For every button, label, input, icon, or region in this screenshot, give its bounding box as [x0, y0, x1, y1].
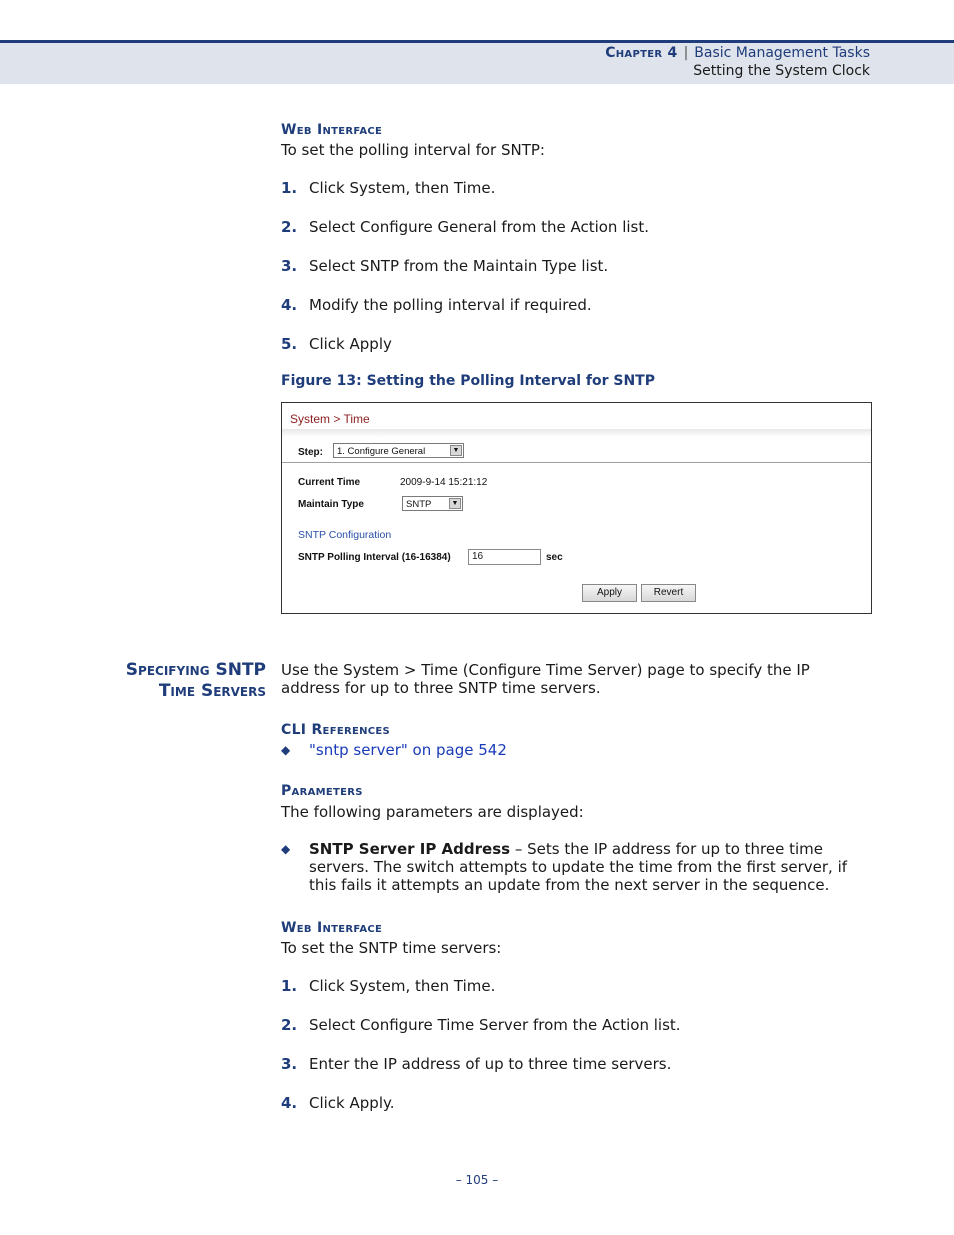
step-text: Select SNTP from the Maintain Type list. [309, 257, 609, 275]
cli-heading: CLI References [281, 722, 391, 738]
step-text: Modify the polling interval if required. [309, 296, 592, 314]
section-intro-line: Use the System > Time (Configure Time Server) page to specify the IP [281, 661, 810, 679]
side-heading-line: Specifying SNTP [125, 660, 266, 680]
step-number: 1. [281, 977, 298, 995]
cli-reference-link[interactable]: "sntp server" on page 542 [309, 741, 507, 759]
section-intro-line: address for up to three SNTP time servers. [281, 679, 601, 697]
maintain-type-value: SNTP [406, 499, 432, 510]
sntp-config-heading: SNTP Configuration [298, 529, 392, 541]
polling-interval-label: SNTP Polling Interval (16-16384) [298, 552, 451, 563]
step-text: Click Apply. [309, 1094, 395, 1112]
web-interface-heading: Web Interface [281, 122, 383, 138]
step-select[interactable] [333, 443, 464, 458]
step-number: 2. [281, 1016, 298, 1034]
web-interface-intro: To set the polling interval for SNTP: [281, 141, 545, 159]
running-header [605, 45, 870, 61]
chapter-title: Basic Management Tasks [694, 45, 870, 61]
step-number: 4. [281, 296, 298, 314]
step-text: Click Apply [309, 335, 392, 353]
step-number: 3. [281, 257, 298, 275]
step-number: 3. [281, 1055, 298, 1073]
step-select-value: 1. Configure General [337, 446, 426, 457]
breadcrumb: System > Time [290, 412, 370, 426]
maintain-type-label: Maintain Type [298, 499, 364, 510]
header-separator: | [683, 45, 689, 61]
parameter-desc-line: – Sets the IP address for up to three time [510, 840, 823, 858]
divider [282, 462, 871, 463]
side-heading-line: Time Servers [158, 681, 266, 701]
parameter-desc-line: this fails it attempts an update from the next server in the sequence. [309, 876, 830, 894]
revert-button[interactable]: Revert [641, 584, 696, 602]
step-number: 1. [281, 179, 298, 197]
figure-caption: Figure 13: Setting the Polling Interval for SNTP [281, 373, 655, 389]
section-title: Setting the System Clock [693, 63, 870, 79]
current-time-value: 2009-9-14 15:21:12 [400, 477, 488, 488]
parameter-term: SNTP Server IP Address [309, 840, 511, 858]
web-interface-heading: Web Interface [281, 920, 383, 936]
step-number: 5. [281, 335, 298, 353]
chevron-down-icon[interactable]: ▼ [450, 445, 462, 456]
diamond-bullet-icon: ◆ [281, 842, 291, 856]
parameter-description [309, 840, 847, 894]
web-interface-intro: To set the SNTP time servers: [281, 939, 502, 957]
step-number: 2. [281, 218, 298, 236]
step-text: Select Configure Time Server from the Action list. [309, 1016, 681, 1034]
step-text: Click System, then Time. [309, 179, 496, 197]
step-text: Enter the IP address of up to three time servers. [309, 1055, 672, 1073]
parameters-intro: The following parameters are displayed: [281, 803, 584, 821]
section-side-heading [126, 660, 266, 702]
maintain-type-select[interactable] [402, 496, 463, 511]
diamond-bullet-icon: ◆ [281, 743, 291, 757]
step-label: Step: [298, 447, 323, 458]
current-time-label: Current Time [298, 477, 361, 488]
step-number: 4. [281, 1094, 298, 1112]
section-intro [281, 661, 810, 697]
polling-interval-input[interactable]: 16 [468, 549, 541, 565]
page-number: – 105 – [455, 1173, 499, 1187]
parameter-desc-line: servers. The switch attempts to update the time from the first server, if [309, 858, 848, 876]
chapter-label: Chapter 4 [605, 45, 678, 61]
figure-screenshot [281, 402, 872, 614]
step-text: Select Configure General from the Action list. [309, 218, 649, 236]
polling-unit: sec [546, 552, 563, 563]
parameters-heading: Parameters [281, 783, 363, 799]
step-text: Click System, then Time. [309, 977, 496, 995]
chevron-down-icon[interactable]: ▼ [449, 498, 461, 509]
apply-button[interactable]: Apply [582, 584, 637, 602]
title-gradient [282, 429, 871, 437]
